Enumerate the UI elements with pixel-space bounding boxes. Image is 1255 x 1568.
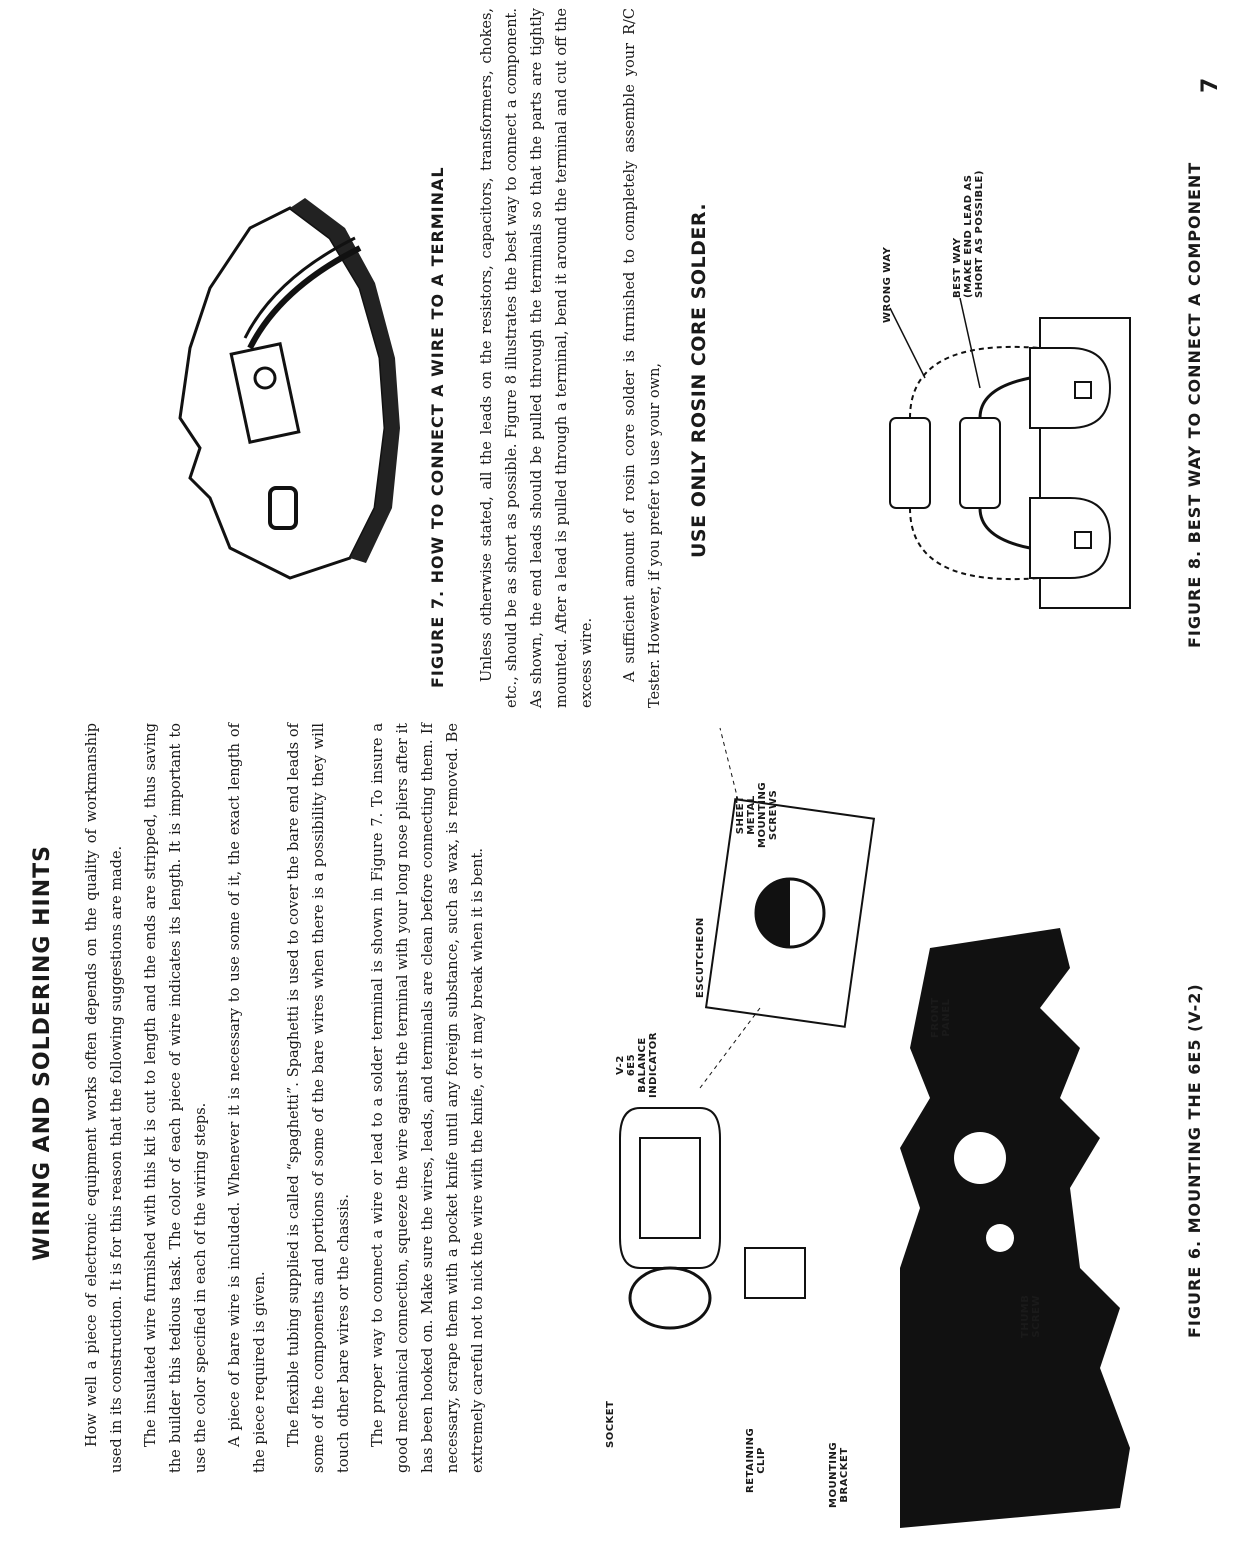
label-escutcheon: ESCUTCHEON bbox=[695, 917, 706, 998]
paragraph-rosin-solder: A sufficient amount of rosin core solder is furnished to completely assemble your R/C Tester. However, if you prefer to use your own, bbox=[622, 8, 663, 708]
paragraph-spaghetti: The flexible tubing supplied is called “spaghetti”. Spaghetti is used to cover the bare end leads of some of the components and portions of some of the bare wires when there is a possibility they will touch other bare wires or the chassis. bbox=[286, 723, 352, 1473]
label-wrong-way: WRONG WAY bbox=[882, 246, 893, 323]
label-screws-3: MOUNTING bbox=[757, 781, 768, 848]
label-screws-2: METAL bbox=[746, 795, 757, 835]
label-indicator-3: BALANCE bbox=[637, 1037, 648, 1093]
right-text-column bbox=[475, 8, 677, 708]
label-best-way bbox=[952, 170, 985, 298]
section-title: WIRING AND SOLDERING HINTS bbox=[30, 844, 55, 1262]
figure7-illustration bbox=[170, 188, 430, 588]
label-thumb-screw bbox=[1020, 1295, 1042, 1338]
figure8-caption: FIGURE 8. BEST WAY TO CONNECT A COMPONENT bbox=[1185, 161, 1204, 648]
figure6-caption: FIGURE 6. MOUNTING THE 6E5 (V-2) bbox=[1185, 983, 1204, 1338]
figure6-illustration bbox=[600, 668, 1240, 1568]
left-text-column bbox=[80, 723, 500, 1473]
solder-note: USE ONLY ROSIN CORE SOLDER. bbox=[688, 202, 710, 558]
label-indicator-1: V-2 bbox=[615, 1055, 626, 1075]
label-indicator bbox=[615, 1032, 659, 1098]
label-screws bbox=[735, 782, 779, 848]
label-clip-2: CLIP bbox=[756, 1447, 767, 1474]
figure7-caption: FIGURE 7. HOW TO CONNECT A WIRE TO A TERMINAL bbox=[428, 166, 447, 688]
label-front-2: PANEL bbox=[941, 998, 952, 1037]
label-indicator-2: 6E5 bbox=[626, 1053, 637, 1077]
label-thumb-1: THUMB bbox=[1020, 1294, 1031, 1338]
label-screws-4: SCREWS bbox=[768, 789, 779, 841]
label-bracket-1: MOUNTING bbox=[828, 1441, 839, 1508]
paragraph-bare-wire: A piece of bare wire is included. Whenever it is necessary to use some of it, the exact length of the piece required is given. bbox=[227, 723, 268, 1473]
label-bracket-2: BRACKET bbox=[839, 1447, 850, 1503]
label-best-way-note-1: (MAKE END LEAD AS bbox=[963, 174, 974, 298]
label-mounting-bracket bbox=[828, 1442, 850, 1508]
paragraph-short-leads: Unless otherwise stated, all the leads on the resistors, capacitors, transformers, chokes, etc., should be as short as possible. Figure 8 illustrates the best way to connect a component. As shown, the end leads should be pulled through the terminals so that the parts are tightly mounted. After a lead is pulled through a terminal, bend it around the terminal and cut off the excess wire. bbox=[479, 8, 595, 708]
label-indicator-4: INDICATOR bbox=[648, 1032, 659, 1098]
label-front-panel bbox=[930, 997, 952, 1038]
paragraph-solder-terminal: The proper way to connect a wire or lead to a solder terminal is shown in Figure 7. To insure a good mechanical connection, squeeze the wire against the terminal with your long nose pliers after it has been hooked on. Make sure the wires, leads, and terminals are clean before connecting them. If necessary, scrape them with a pocket knife until any foreign substance, such as wax, is removed. Be extremely careful not to nick the wire with the knife, or it may break when it is bent. bbox=[370, 723, 486, 1473]
label-retaining-clip bbox=[745, 1428, 767, 1493]
label-best-way-note-2: SHORT AS POSSIBLE) bbox=[974, 170, 985, 298]
paragraph-intro: How well a piece of electronic equipment works often depends on the quality of workmanship used in its construction. It is for this reason that the following suggestions are made. bbox=[84, 723, 125, 1473]
label-front-1: FRONT bbox=[930, 997, 941, 1038]
label-best-way-title: BEST WAY bbox=[952, 237, 963, 298]
page-number: 7 bbox=[1198, 77, 1223, 93]
label-socket: SOCKET bbox=[605, 1400, 616, 1448]
label-screws-1: SHEET bbox=[735, 795, 746, 835]
paragraph-insulated-wire: The insulated wire furnished with this kit is cut to length and the ends are stripped, thus saving the builder this tedious task. The color of each piece of wire indicates its length. It is important to use the color specified in each of the wiring steps. bbox=[143, 723, 209, 1473]
label-thumb-2: SCREW bbox=[1031, 1295, 1042, 1338]
label-clip-1: RETAINING bbox=[745, 1427, 756, 1493]
